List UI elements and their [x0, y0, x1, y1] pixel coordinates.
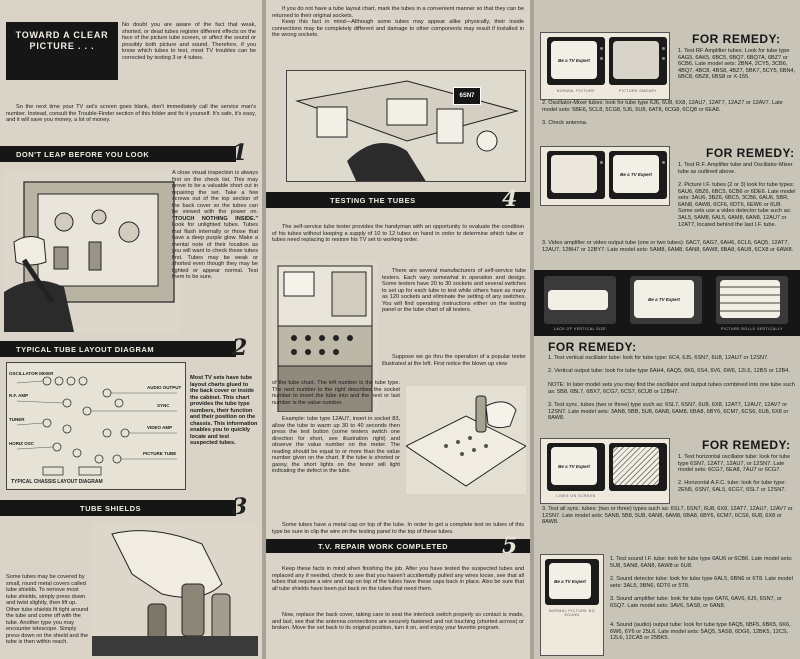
remedy-2-item-2: 2. Picture I.F. tubes (2 or 3) look for tube types: 6AU6, 6BZ6, 6BC5, 6CB6 or 6DE6. Late model sets: 3AU6, 3BZ6, 6BC5, 3CB6, 6AU6, 5BR, 6AN8, 6AW8, 6CF6, 6DT6, 6EW6 or 6U8. Some sets use a video detector tube such as: 3AL5, 5AM8, 6AL5, 6AM8, 6AN8, 12AU7 or 12AT7, located behind the last I.F. tube.: [678, 182, 796, 228]
remedy-4-title: FOR REMEDY:: [702, 438, 791, 452]
tv-logo-5: Be a TV Expert: [554, 578, 586, 584]
top-text-2: Keep this fact in mind—Although some tubes may appear alike physically, their inside connections may be completely different and damage to other components may result if installed in the wrong sockets.: [272, 19, 524, 38]
section-1-text-emph: "TOUCH NOTHING INSIDE.": [172, 215, 258, 222]
layout-diagram: [6, 362, 186, 490]
tv-problem-2: [547, 151, 605, 199]
section-3-title: TUBE SHIELDS: [80, 503, 142, 513]
diagram-label-8: PICTURE TUBE: [143, 451, 177, 456]
section-1-text-b: Look for unlighted tubes. Tubes that flash internally or those that have a deep purple glow. Make a mental note of their location as you will want to check these tubes first. Tubes may be weak or shorted even though they may be lighted or appear normal. Test them to be sure.: [172, 222, 258, 280]
section-3-bar: [0, 500, 236, 516]
section-2-number: 2: [232, 335, 248, 361]
tube-shield-illustration: [92, 524, 258, 656]
screen-comparison-2: [540, 146, 670, 206]
tube-label: 6SN7: [459, 93, 475, 99]
diagram-label-2: R.F. AMP: [9, 393, 29, 398]
remedy-5-item-2: 2. Sound detector tube: look for tube type 6AL5, 6BN6 or 6T8. Late model sets: 3AL5, 3BN6, 6DT6 or 5T8.: [610, 576, 793, 589]
section-3-text: Some tubes may be covered by small, round metal covers called tube shields. To remove most tube shields, simply press down and twist slightly, then lift up. Other tube shields fit tight around the tube and come off with the tube. Another type you may encounter telescope. Simply press down on the shield and the tube is then within reach.: [6, 574, 89, 645]
strip-caption-left: LACK OF VERTICAL SIZE: [553, 327, 607, 331]
tv-logo-1: Be a TV Expert: [558, 57, 590, 63]
hand-shield-drawing: [92, 524, 258, 656]
section-4-number: 4: [502, 186, 518, 212]
tv-strip-3: [716, 276, 788, 324]
section-4-text-3: Suppose we go thru the operation of a popular tester illustrated at the left. First notice the blown up view: [382, 354, 526, 367]
tube-marking-illustration: [286, 70, 526, 182]
middle-panel: [266, 0, 530, 659]
remedy-1-item-1: 1. Test RF Amplifier tubes. Look for tube type 6AG5, 6AK5, 6BC5, 6BQ7, 6BQ7A, 6BZ7 or 6CB6. Late model sets: 2BN4, 2CY5, 3CB6, 4BQ7, 4BC8, 4BS8, 4BZ7, 5BK7, 5CY5, 6BN4, 6BC8, 6BZ8, 6BS8 or X-155.: [678, 48, 796, 81]
inspection-illustration: [4, 172, 180, 332]
remedy-3-item-2: 2. Vertical output tube: look for tube type 6AH4, 6AQ5, 6K6, 6S4, 6V6, 6W6, 12L6, 12BS or 12B4.: [548, 368, 790, 374]
remedy-3-note: NOTE: In later model sets you may find the oscillator and output tubes combined into one tube such as: 5B8, 6BL7, 6BX7, 6CG7, 6CS7, 6CU8 or 12BH7.: [548, 382, 795, 395]
diagram-label-5: AUDIO OUTPUT: [147, 385, 182, 390]
tv-normal-2: [609, 151, 667, 199]
section-1-title: DON'T LEAP BEFORE YOU LOOK: [16, 149, 150, 159]
tester-detail-illustration: [406, 386, 526, 494]
section-4-text-6: Some tubes have a metal cap on top of the tube. In order to get a complete test on tubes of this type be sure to clip the wire on the testing panel to the top of these tubes.: [272, 522, 524, 535]
diagram-label-7: VIDEO AMP: [147, 425, 173, 430]
section-1-bar: [0, 146, 236, 162]
section-2-text: Most TV sets have tube layout charts glued to the back cover or inside the cabinet. This chart provides the tube type numbers, their function and their position on the chassis. This information enables you to quickly locate and test suspected tubes.: [190, 375, 258, 446]
tv-logo-3: Be a TV Expert: [648, 296, 680, 302]
remedy-3-item-1: 1. Test vertical oscillator tube: look for tube type: 6C4, 6J5, 6SN7, 6U8, 12AU7 or 12SN7.: [548, 355, 769, 361]
diagram-label-1: OSCILLATOR MIXER: [9, 371, 54, 376]
remedy-3-title: FOR REMEDY:: [548, 340, 637, 354]
tv-logo-4: Be a TV Expert: [558, 463, 590, 469]
tv-normal-1: [547, 37, 605, 85]
remedy-1-title: FOR REMEDY:: [692, 32, 781, 46]
screen-comparison-1: [540, 32, 670, 100]
section-1-number: 1: [232, 140, 248, 166]
section-5-bar: [266, 539, 530, 553]
chassis-marking-drawing: [287, 71, 526, 182]
section-4-text-2: There are several manufacturers of self-service tube testers. Each vary somewhat in operation and design. Some testers have 20 to 30 sockets and several switches to set up for each tube to test while others have as many as 120 sockets and eliminate the setting of any switches. You will find operating instructions either on the testing panel or the tube chart of all testers.: [382, 268, 526, 313]
section-5-title: T.V. REPAIR WORK COMPLETED: [318, 541, 449, 551]
diagram-label-6: SYNC: [157, 403, 170, 408]
right-panel: [534, 0, 800, 659]
remedy-2-item-3: 3. Video amplifier or video output tube (one or two tubes): 6AC7, 6AG7, 6AH6, 6CL6, 6AQ5, 12AT7, 12AU7, 12BH7 or 12BY7. Late model sets: 5AM8, 6AM8, 6AN8, 6AW8, 6BA8, 6AU8, 6CX8 or 6AW8.: [542, 240, 794, 253]
remedy-4-item-1: 1. Test horizontal oscillator tube: look for tube type 6SN7, 12AT7, 12AU7, or 12SN7. Late model sets: 6CG7, 6EA8, 7AU7 or 6CG7.: [678, 454, 791, 474]
section-5-number: 5: [502, 533, 518, 559]
tv-strip-2: [630, 276, 702, 324]
section-2-title: TYPICAL TUBE LAYOUT DIAGRAM: [16, 344, 155, 354]
diagram-label-4: HORIZ OSC: [9, 441, 35, 446]
section-5-text: Keep these facts in mind when finishing the job. After you have tested the suspected tubes and replaced any if needed, check to see that you haven't accidentally pulled any wires loose, see that all tubes that require a wire and cap on top of the tubes have these caps back in place. Also be sure that all tube shields have been put back on the tubes that need them.: [272, 566, 524, 592]
tester-detail-drawing: [406, 386, 526, 494]
remedy-4-item-3: 3. Test all sync. tubes: (two or three) types such as: 6SL7, 6SN7, 6U8, 6X8, 12AT7, 12AU7, 12AV7 or 12SN7. Late model sets: 5AN8, 5B8, 5U8, 6AN8, 6AM8, 6BA8, 6BY6, 6CM7, 6CS6, 6U8, 6X8 or 8AW8.: [542, 506, 793, 526]
top-text: If you do not have a tube layout chart, mark the tubes in a convenient manner so that they can be returned to their original sockets.: [272, 6, 524, 19]
section-1-text: [172, 170, 258, 281]
section-1-text-a: A close visual inspection is always first on the check list. This may prove to be a valuable short cut in repairing the set. Take a few screws out of the top section of the back cover so the tubes can be viewed with the power on.: [172, 170, 258, 215]
remedy-2-title: FOR REMEDY:: [706, 146, 795, 160]
tv-normal-5: [545, 559, 599, 605]
tv-strip-1: [544, 276, 616, 324]
screen-comparison-5: [540, 554, 604, 656]
remedy-5-item-3: 3. Sound amplifier tube: look for tube type 6AT6, 6AV6, 6J5, 6SN7, or 6SQ7. Late model sets: 3AV6, 5AS8, or 6AN8.: [610, 596, 782, 609]
remedy-1-item-3: 3. Check antenna.: [542, 120, 588, 126]
section-4-title: TESTING THE TUBES: [330, 195, 416, 205]
tv-chassis-illustration: [4, 172, 180, 332]
remedy-4-item-2: 2. Horizontal A.F.C. tube: look for tube type: 2EN5, 6SN7, 6AL5, 6CG7, 6SL7 or 12SN7.: [678, 480, 786, 493]
screen-comparison-4: [540, 438, 670, 504]
caption-normal-5: NORMAL PICTURE NO SOUND: [549, 609, 595, 617]
remedy-5-item-4: 4. Sound (audio) output tube: look for tube type 6AQ5, 6BF5, 6BK5, 6K6, 6W6, 6Y6 or 25L6. Late model sets: 5AQ5, 5AS8, 6DG6, 12BK5, 12CS, 12L6, 12CA5 or 25BK5.: [610, 622, 791, 642]
section-4-text-4: of the tube chart. The left number is the tube type. The next number to the right describes the socket number to insert the tube into and the next or last number is the value number.: [272, 380, 400, 406]
tv-problem-4: [609, 443, 667, 491]
remedy-5-item-1: 1. Test sound I.F. tube: look for tube type 6AU6 or 6CB6. Late model sets: 5U8, 5AN8, 6AN8, 6AW8 or 6U8.: [610, 556, 793, 569]
section-4-bar: [266, 192, 530, 208]
left-panel: [0, 0, 262, 659]
remedy-1-item-2: 2. Oscillator-Mixer tubes: look for tube type 6J6, 6U8, 6X8, 12AU7, 12AT7, 12AZ7 or 12AV7. Late model sets: 5BE6, 5CL8, 5CG8, 5J6, 5U8, 6AT8, 6CG8, 6CQ8 or 6EA8.: [542, 100, 783, 113]
section-2-bar: [0, 341, 236, 357]
screen-strip: [534, 270, 800, 336]
caption-problem-4: LINES ON SCREEN: [556, 494, 596, 498]
remedy-3-item-3: 3. Test sync. tubes (two or three) type such as: 6SL7, 6SN7, 6U8, 6X8, 12AT7, 12AU7, 12AV7 or 12SN7. Late model sets: 3AN8, 5BB, 5U8, 6AN8, 6AM8, 6BA8, 6BY6, 6CM7, 6CS6, 6U8, 6X8 or 8AW8.: [548, 402, 789, 422]
section-3-number: 3: [232, 494, 248, 520]
intro-text-2: So the next time your TV set's screen goes blank, don't immediately call the service man's number. Instead, consult the Trouble-Finder section of this folder and fix it yourself. It's safe, it's easy, and it will save you money, a lot of money.: [6, 104, 256, 123]
tv-normal-4: [547, 443, 605, 491]
section-4-text: The self-service tube tester provides the handyman with an opportunity to evaluate the condition of his tubes without keeping a supply of 10 to 12 tubes on hand in order to determine which tube or tubes need replacing to restore his TV set to working order.: [272, 224, 524, 243]
diagram-caption: TYPICAL CHASSIS LAYOUT DIAGRAM: [11, 479, 103, 485]
header-title: TOWARD A CLEAR PICTURE . . .: [15, 30, 109, 51]
caption-normal-1: NORMAL PICTURE: [556, 89, 596, 93]
tv-logo-2: Be a TV Expert: [620, 171, 652, 177]
tube-label-box: [453, 87, 481, 105]
caption-problem-1: PICTURE SMEARY: [618, 89, 658, 93]
intro-text: No doubt you are aware of the fact that weak, shorted, or dead tubes register different effects on the face of the picture tube screen, or affect the sound or possibly both picture and sound. Therefore, if you know which tubes to test, most TV troubles can be corrected by testing 3 or 4 tubes.: [122, 22, 256, 61]
section-5-text-2: Now, replace the back cover, taking care to seat the interlock switch properly so contact is made, and last, see that the antenna connections are securely fastened and not touching (shorted across) or broken. Move the set back to its original position, turn it on, and enjoy your favorite program.: [272, 612, 524, 631]
strip-caption-right: PICTURE ROLLS VERTICALLY: [721, 327, 783, 331]
tv-problem-1: [609, 37, 667, 85]
diagram-label-3: TUNER: [9, 417, 25, 422]
section-4-text-5: Example: tube type 12AU7, insert in socket 83, allow the tube to warm up 30 to 40 seconds then press the test button (some testers switch one direction for short, see illustration right) and observe the value number on the meter. The reading should be equal to or more than the value number given on the chart. If the tube is shorted or gassy, the short lights on the tester will light indicating the defect in the tube.: [272, 416, 400, 474]
remedy-2-item-1: 1. Test R.F. Amplifier tube and Oscillator-Mixer tube as outlined above.: [678, 162, 793, 175]
